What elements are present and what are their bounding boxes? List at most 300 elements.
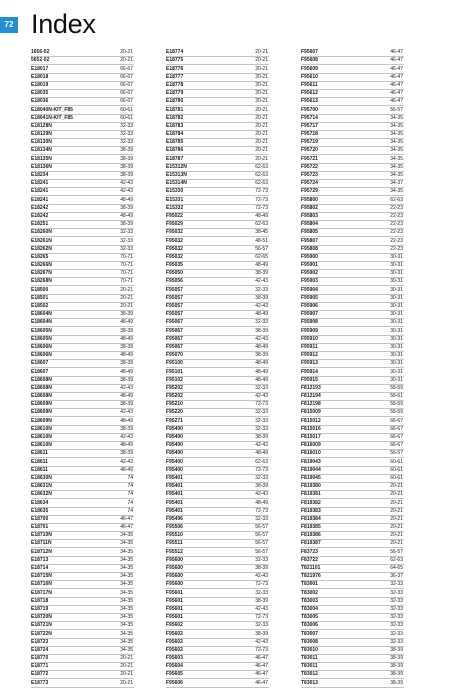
index-entry [301, 385, 404, 393]
entry-pages: 32-33 [255, 589, 268, 596]
index-entry [166, 205, 269, 213]
entry-code: F95600 [166, 581, 183, 588]
index-entry [301, 483, 404, 491]
entry-code: F95401 [166, 483, 183, 490]
entry-code: F95511 [166, 540, 183, 547]
entry-code: E18770 [31, 655, 49, 662]
index-entry [31, 532, 134, 540]
entry-code: F95029 [166, 221, 183, 228]
entry-code: E18608N [31, 393, 52, 400]
entry-code: F95901 [301, 262, 318, 269]
index-entry [166, 221, 269, 229]
index-entry [31, 540, 134, 548]
index-entry [301, 286, 404, 294]
entry-pages: 30-31 [390, 352, 403, 359]
index-entry [166, 565, 269, 573]
index-entry [31, 262, 134, 270]
entry-pages: 58-59 [390, 409, 403, 416]
entry-pages: 38-39 [255, 352, 268, 359]
entry-code: E18634 [31, 499, 49, 506]
index-entry [301, 679, 404, 687]
index-entry [31, 237, 134, 245]
entry-pages: 34-35 [390, 139, 403, 146]
entry-pages: 20-21 [120, 294, 133, 301]
index-entry [301, 172, 404, 180]
entry-code: F95808 [301, 245, 318, 252]
entry-pages: 74 [127, 499, 133, 506]
index-entry [301, 360, 404, 368]
index-entry [301, 49, 404, 57]
index-entry [166, 352, 269, 360]
index-entry [166, 622, 269, 630]
entry-code: F815012 [301, 417, 321, 424]
entry-pages: 32-33 [390, 638, 403, 645]
index-entry [31, 679, 134, 687]
entry-pages: 38-39 [390, 655, 403, 662]
entry-code: E18717N [31, 589, 52, 596]
entry-code: F95601 [166, 605, 183, 612]
index-entry [301, 475, 404, 483]
entry-code: E18041N-KIT_F85 [31, 114, 73, 121]
index-entry [301, 319, 404, 327]
entry-pages: 20-21 [255, 98, 268, 105]
entry-pages: 48-51 [255, 237, 268, 244]
index-entry [166, 155, 269, 163]
entry-pages: 66-67 [120, 73, 133, 80]
entry-pages: 48-49 [120, 196, 133, 203]
index-entry [166, 115, 269, 123]
index-entry [166, 548, 269, 556]
entry-pages: 38-39 [255, 597, 268, 604]
index-entry [166, 164, 269, 172]
index-entry [166, 237, 269, 245]
index-entry [301, 491, 404, 499]
index-entry [31, 205, 134, 213]
index-entry [301, 630, 404, 638]
index-entry [166, 679, 269, 687]
entry-pages: 38-39 [255, 294, 268, 301]
entry-pages: 34-35 [390, 122, 403, 129]
entry-pages: 20-21 [120, 286, 133, 293]
index-entry [301, 123, 404, 131]
entry-pages: 72-73 [255, 401, 268, 408]
entry-pages: 58-59 [390, 384, 403, 391]
entry-pages: 20-21 [120, 679, 133, 686]
entry-pages: 30-31 [390, 368, 403, 375]
entry-pages: 34-35 [390, 172, 403, 179]
entry-code: F95506 [166, 524, 183, 531]
entry-code: F95905 [301, 294, 318, 301]
index-entry [166, 303, 269, 311]
index-entry [31, 589, 134, 597]
entry-pages: 20-21 [390, 524, 403, 531]
index-entry [31, 671, 134, 679]
entry-pages: 46-47 [390, 49, 403, 56]
entry-pages: 22-23 [390, 212, 403, 219]
entry-pages: 66-67 [120, 65, 133, 72]
index-entry [31, 327, 134, 335]
index-entry [166, 336, 269, 344]
entry-pages: 72-73 [255, 466, 268, 473]
entry-code: E18129N [31, 131, 52, 138]
entry-code: F95057 [166, 286, 183, 293]
index-entry [166, 417, 269, 425]
entry-code: F816009 [301, 442, 321, 449]
entry-pages: 20-21 [255, 73, 268, 80]
entry-code: F95602 [166, 646, 183, 653]
index-entry [31, 368, 134, 376]
index-entry [166, 147, 269, 155]
entry-code: F95057 [166, 311, 183, 318]
index-entry [301, 57, 404, 65]
index-entry [166, 516, 269, 524]
page-number-badge: 72 [0, 17, 18, 33]
entry-pages: 66-67 [390, 417, 403, 424]
entry-code: E18606N [31, 352, 52, 359]
entry-pages: 38-39 [120, 327, 133, 334]
index-entry [31, 336, 134, 344]
entry-code: 5652-02 [31, 57, 50, 64]
entry-pages: 48-49 [255, 343, 268, 350]
index-entry [301, 377, 404, 385]
entry-pages: 38-39 [255, 327, 268, 334]
entry-code: F95510 [166, 532, 183, 539]
entry-code: F819383 [301, 507, 321, 514]
entry-pages: 34-35 [120, 630, 133, 637]
entry-pages: 32-33 [390, 614, 403, 621]
entry-code: E18605N [31, 335, 52, 342]
entry-code: F95912 [301, 352, 318, 359]
entry-pages: 48-49 [255, 262, 268, 269]
entry-pages: 46-47 [390, 90, 403, 97]
entry-pages: 34-35 [120, 638, 133, 645]
entry-code: T83010 [301, 646, 318, 653]
entry-pages: 42-43 [120, 434, 133, 441]
entry-pages: 32-33 [120, 229, 133, 236]
entry-pages: 38-39 [120, 343, 133, 350]
index-entry [166, 286, 269, 294]
entry-pages: 42-43 [255, 303, 268, 310]
entry-code: T83011 [301, 655, 318, 662]
entry-pages: 30-31 [390, 335, 403, 342]
index-entry [301, 65, 404, 73]
entry-pages: 34-35 [120, 581, 133, 588]
entry-code: E18128N [31, 122, 52, 129]
entry-pages: 66-67 [390, 442, 403, 449]
entry-pages: 48-49 [120, 466, 133, 473]
entry-pages: 20-21 [255, 139, 268, 146]
index-entry [31, 139, 134, 147]
index-entry [301, 246, 404, 254]
index-entry [31, 467, 134, 475]
entry-pages: 42-43 [120, 458, 133, 465]
index-entry [301, 303, 404, 311]
index-entry [31, 655, 134, 663]
entry-pages: 48-49 [120, 393, 133, 400]
entry-pages: 20-21 [390, 483, 403, 490]
entry-pages: 48-49 [255, 376, 268, 383]
index-entry [31, 491, 134, 499]
entry-code: F95496 [166, 515, 183, 522]
entry-pages: 48-49 [120, 417, 133, 424]
entry-pages: 66-67 [120, 81, 133, 88]
entry-code: F95067 [166, 319, 183, 326]
entry-pages: 30-31 [390, 278, 403, 285]
entry-code: E18019 [31, 81, 49, 88]
index-entry [31, 450, 134, 458]
index-entry [301, 336, 404, 344]
index-entry [301, 327, 404, 335]
entry-pages: 32-33 [390, 630, 403, 637]
entry-code: F95606 [166, 679, 183, 686]
index-entry [301, 139, 404, 147]
entry-code: E18718 [31, 597, 49, 604]
entry-code: F95908 [301, 319, 318, 326]
entry-code: F815017 [301, 434, 321, 441]
index-entry [31, 106, 134, 114]
entry-pages: 42-43 [255, 335, 268, 342]
entry-pages: 20-21 [390, 507, 403, 514]
entry-pages: 32-33 [255, 515, 268, 522]
index-entry [166, 254, 269, 262]
entry-code: F95807 [301, 237, 318, 244]
entry-code: E18780 [166, 98, 184, 105]
index-entry [31, 196, 134, 204]
entry-code: F95102 [166, 376, 183, 383]
entry-code: E18242 [31, 204, 49, 211]
entry-pages: 38-39 [120, 155, 133, 162]
index-entry [31, 49, 134, 57]
index-entry [301, 115, 404, 123]
entry-pages: 20-21 [255, 114, 268, 121]
index-entry [31, 180, 134, 188]
index-entry [31, 246, 134, 254]
index-entry [301, 573, 404, 581]
entry-pages: 30-31 [390, 294, 403, 301]
entry-pages: 46-47 [390, 81, 403, 88]
entry-code: F812198 [301, 401, 321, 408]
entry-pages: 62-63 [255, 458, 268, 465]
entry-pages: 32-33 [255, 474, 268, 481]
entry-code: F95913 [301, 360, 318, 367]
entry-pages: 42-43 [255, 278, 268, 285]
entry-code: F819382 [301, 499, 321, 506]
entry-code: F95601 [166, 589, 183, 596]
entry-pages: 46-47 [255, 679, 268, 686]
entry-pages: 74 [127, 474, 133, 481]
index-entry [31, 458, 134, 466]
entry-pages: 34-35 [120, 614, 133, 621]
entry-code: F95202 [166, 393, 183, 400]
entry-pages: 38-39 [120, 450, 133, 457]
index-entry [301, 639, 404, 647]
entry-pages: 30-31 [390, 376, 403, 383]
index-entry [301, 368, 404, 376]
index-entry [301, 598, 404, 606]
entry-code: E18135N [31, 155, 52, 162]
entry-pages: 38-39 [120, 147, 133, 154]
entry-pages: 64-65 [390, 565, 403, 572]
entry-pages: 42-43 [255, 393, 268, 400]
entry-pages: 62-63 [255, 180, 268, 187]
entry-pages: 66-67 [390, 434, 403, 441]
entry-code: F95902 [301, 270, 318, 277]
index-entry [301, 311, 404, 319]
entry-code: F95220 [166, 409, 183, 416]
entry-pages: 30-31 [390, 303, 403, 310]
index-entry [301, 254, 404, 262]
entry-pages: 42-43 [120, 409, 133, 416]
entry-pages: 56-57 [390, 106, 403, 113]
index-entry [166, 606, 269, 614]
index-entry [301, 540, 404, 548]
index-entry [31, 557, 134, 565]
index-entry [166, 639, 269, 647]
entry-pages: 46-47 [255, 663, 268, 670]
entry-code: E18607 [31, 360, 49, 367]
entry-pages: 60-61 [390, 474, 403, 481]
entry-pages: 32-33 [255, 319, 268, 326]
entry-pages: 66-67 [120, 98, 133, 105]
index-entry [301, 213, 404, 221]
entry-code: E18268N [31, 278, 52, 285]
entry-code: F95600 [166, 573, 183, 580]
entry-code: E18241 [31, 180, 49, 187]
entry-code: E15330 [166, 188, 184, 195]
entry-code: E18241 [31, 188, 49, 195]
index-entry [301, 417, 404, 425]
index-entry [301, 622, 404, 630]
entry-code: E18610N [31, 425, 52, 432]
index-column-1 [31, 49, 134, 688]
index-entry [31, 483, 134, 491]
entry-pages: 34-35 [120, 565, 133, 572]
index-entry [31, 311, 134, 319]
index-entry [31, 352, 134, 360]
entry-code: F95035 [166, 262, 183, 269]
entry-code: E18714 [31, 565, 49, 572]
entry-code: F95910 [301, 335, 318, 342]
index-entry [31, 270, 134, 278]
index-entry [31, 155, 134, 163]
entry-code: E18241 [31, 196, 49, 203]
entry-code: E18712N [31, 548, 52, 555]
entry-code: F95022 [166, 212, 183, 219]
entry-pages: 42-43 [255, 573, 268, 580]
entry-pages: 34-35 [120, 540, 133, 547]
entry-code: E18040N-KIT_F85 [31, 106, 73, 113]
entry-code: T83007 [301, 630, 318, 637]
entry-code: E18723 [31, 638, 49, 645]
index-entry [301, 393, 404, 401]
entry-pages: 30-31 [390, 286, 403, 293]
entry-pages: 46-47 [390, 65, 403, 72]
entry-pages: 20-21 [390, 499, 403, 506]
entry-pages: 60-61 [120, 114, 133, 121]
index-entry [166, 598, 269, 606]
entry-pages: 38-39 [255, 565, 268, 572]
entry-code: F95904 [301, 286, 318, 293]
index-entry [166, 475, 269, 483]
index-entry [301, 409, 404, 417]
entry-pages: 34-35 [390, 155, 403, 162]
entry-code: E18782 [166, 114, 184, 121]
entry-code: E18701 [31, 524, 49, 531]
entry-pages: 32-33 [390, 605, 403, 612]
index-entry [301, 98, 404, 106]
entry-code: T83012 [301, 671, 318, 678]
entry-pages: 32-33 [255, 425, 268, 432]
entry-code: F95271 [166, 417, 183, 424]
index-entry [31, 360, 134, 368]
entry-code: T83013 [301, 679, 318, 686]
index-entry [31, 295, 134, 303]
entry-pages: 74 [127, 491, 133, 498]
entry-code: F95602 [166, 630, 183, 637]
entry-pages: 20-21 [120, 655, 133, 662]
entry-pages: 20-21 [255, 65, 268, 72]
index-entry [301, 106, 404, 114]
entry-code: F95700 [301, 106, 318, 113]
entry-code: E15332 [166, 204, 184, 211]
index-entry [31, 598, 134, 606]
index-entry [301, 434, 404, 442]
entry-pages: 48-49 [255, 360, 268, 367]
index-entry [166, 188, 269, 196]
entry-pages: 62-63 [390, 196, 403, 203]
entry-code: F819043 [301, 458, 321, 465]
entry-pages: 20-21 [255, 122, 268, 129]
entry-code: E18611 [31, 466, 48, 473]
entry-pages: 38-39 [120, 376, 133, 383]
index-entry [301, 147, 404, 155]
entry-pages: 34-35 [120, 589, 133, 596]
entry-code: E18260N [31, 229, 52, 236]
entry-pages: 46-47 [390, 98, 403, 105]
entry-pages: 32-33 [390, 581, 403, 588]
entry-code: F95718 [301, 131, 318, 138]
index-entry [166, 295, 269, 303]
index-entry [31, 508, 134, 516]
index-entry [31, 434, 134, 442]
index-entry [166, 213, 269, 221]
index-entry [31, 57, 134, 65]
entry-code: F95612 [301, 90, 318, 97]
index-entry [301, 164, 404, 172]
entry-code: F815016 [301, 425, 321, 432]
index-entry [31, 213, 134, 221]
entry-code: E18632N [31, 491, 52, 498]
entry-pages: 42-43 [255, 605, 268, 612]
index-entry [31, 319, 134, 327]
entry-code: F95210 [166, 401, 183, 408]
entry-pages: 72-73 [255, 196, 268, 203]
index-entry [166, 614, 269, 622]
index-entry [166, 139, 269, 147]
entry-pages: 30-31 [390, 253, 403, 260]
entry-pages: 38-39 [120, 204, 133, 211]
entry-pages: 38-39 [390, 646, 403, 653]
entry-code: F95915 [301, 376, 318, 383]
entry-code: T821976 [301, 573, 321, 580]
index-entry [301, 647, 404, 655]
entry-code: E18604N [31, 319, 52, 326]
entry-pages: 74 [127, 483, 133, 490]
entry-pages: 36-37 [390, 573, 403, 580]
entry-code: F95070 [166, 352, 183, 359]
entry-pages: 62-63 [255, 163, 268, 170]
entry-pages: 42-43 [120, 188, 133, 195]
